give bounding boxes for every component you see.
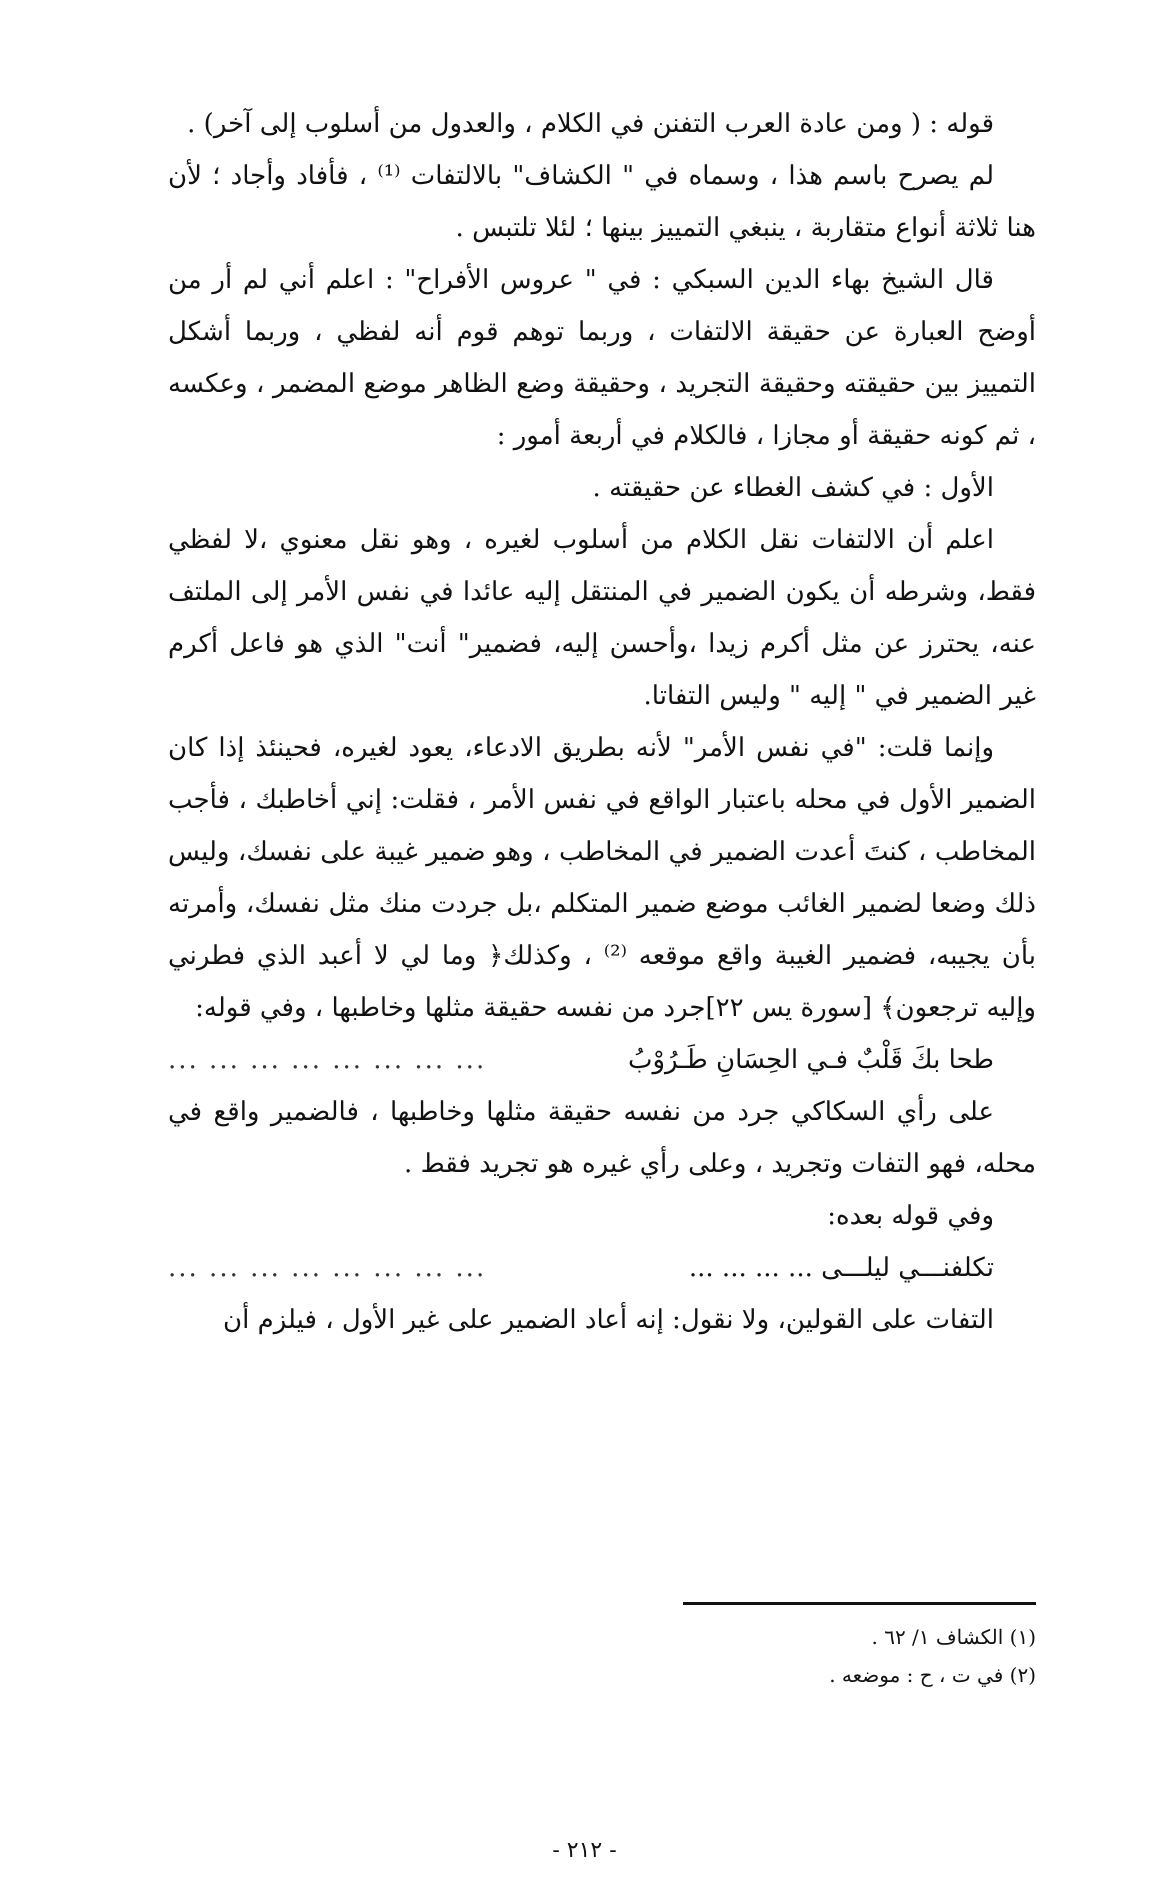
page-number: - ٢١٢ - [552,1838,617,1863]
verse-2-first-hemistich: تكلفنـــي ليلـــى ... ... ... ... [688,1253,994,1283]
verse-1 [168,1034,1036,1086]
verse-2-second-hemistich: ... ... ... ... ... ... ... ... [168,1253,487,1283]
paragraph-3: قال الشيخ بهاء الدين السبكي : في " عروس الأفراح" : اعلم أني لم أر من أوضح العبارة عن حقيقة الالتفات ، وربما توهم قوم أنه لفظي ، وربما أشكل التمييز بين حقيقته وحقيقة التجريد ، وحقيقة وضع الظاهر موضع المضمر ، وعكسه ، ثم كونه حقيقة أو مجازا ، فالكلام في أربعة أمور : [168,265,1036,451]
paragraph-9: التفات على القولين، ولا نقول: إنه أعاد الضمير على غير الأول ، فيلزم أن [223,1305,994,1335]
paragraph-2: لم يصرح باسم هذا ، وسماه في " الكشاف" بالالتفات ⁽¹⁾ ، فأفاد وأجاد ؛ لأن هنا ثلاثة أنواع متقاربة ، ينبغي التمييز بينها ؛ لئلا تلتبس . [168,161,1036,243]
footnote-1: (١) الكشاف ١/ ٦٢ . [871,1625,1036,1649]
footnote-separator [683,1602,1036,1605]
footnotes [168,1618,1036,1694]
footnote-2: (٢) في ت ، ح : موضعه . [829,1663,1036,1687]
main-text [168,98,1036,1346]
paragraph-6: وإنما قلت: "في نفس الأمر" لأنه بطريق الادعاء، يعود لغيره، فحينئذ إذا كان الضمير الأول في محله باعتبار الواقع في نفس الأمر ، فقلت: إني أخاطبك ، فأجب المخاطب ، كنتَ أعدت الضمير في المخاطب ، وهو ضمير غيبة على نفسك، وليس ذلك وضعا لضمير الغائب موضع ضمير المتكلم ،بل جردت منك مثل نفسك، وأمرته بأن يجيبه، فضمير الغيبة واقع موقعه ⁽²⁾ ، وكذلك﴿ وما لي لا أعبد الذي فطرني وإليه ترجعون﴾ [سورة يس ٢٢]جرد من نفسه حقيقة مثلها وخاطبها ، وفي قوله: [168,733,1036,1023]
paragraph-8: وفي قوله بعده: [827,1201,994,1231]
verse-1-first-hemistich: طحا بكَ قَلْبٌ فـي الحِسَانِ طَـرُوْبُ [628,1045,994,1075]
paragraph-1: قوله : ( ومن عادة العرب التفنن في الكلام ، والعدول من أسلوب إلى آخر) . [187,109,994,139]
verse-2 [168,1242,1036,1294]
paragraph-7: على رأي السكاكي جرد من نفسه حقيقة مثلها وخاطبها ، فالضمير واقع في محله، فهو التفات وتجريد ، وعلى رأي غيره هو تجريد فقط . [168,1097,1036,1179]
verse-1-second-hemistich: ... ... ... ... ... ... ... ... [168,1045,487,1075]
paragraph-4: الأول : في كشف الغطاء عن حقيقته . [592,473,994,503]
paragraph-5: اعلم أن الالتفات نقل الكلام من أسلوب لغيره ، وهو نقل معنوي ،لا لفظي فقط، وشرطه أن يكون الضمير في المنتقل إليه عائدا في نفس الأمر إلى الملتف عنه، يحترز عن مثل أكرم زيدا ،وأحسن إليه، فضمير" أنت" الذي هو فاعل أكرم غير الضمير في " إليه " وليس التفاتا. [168,525,1036,711]
